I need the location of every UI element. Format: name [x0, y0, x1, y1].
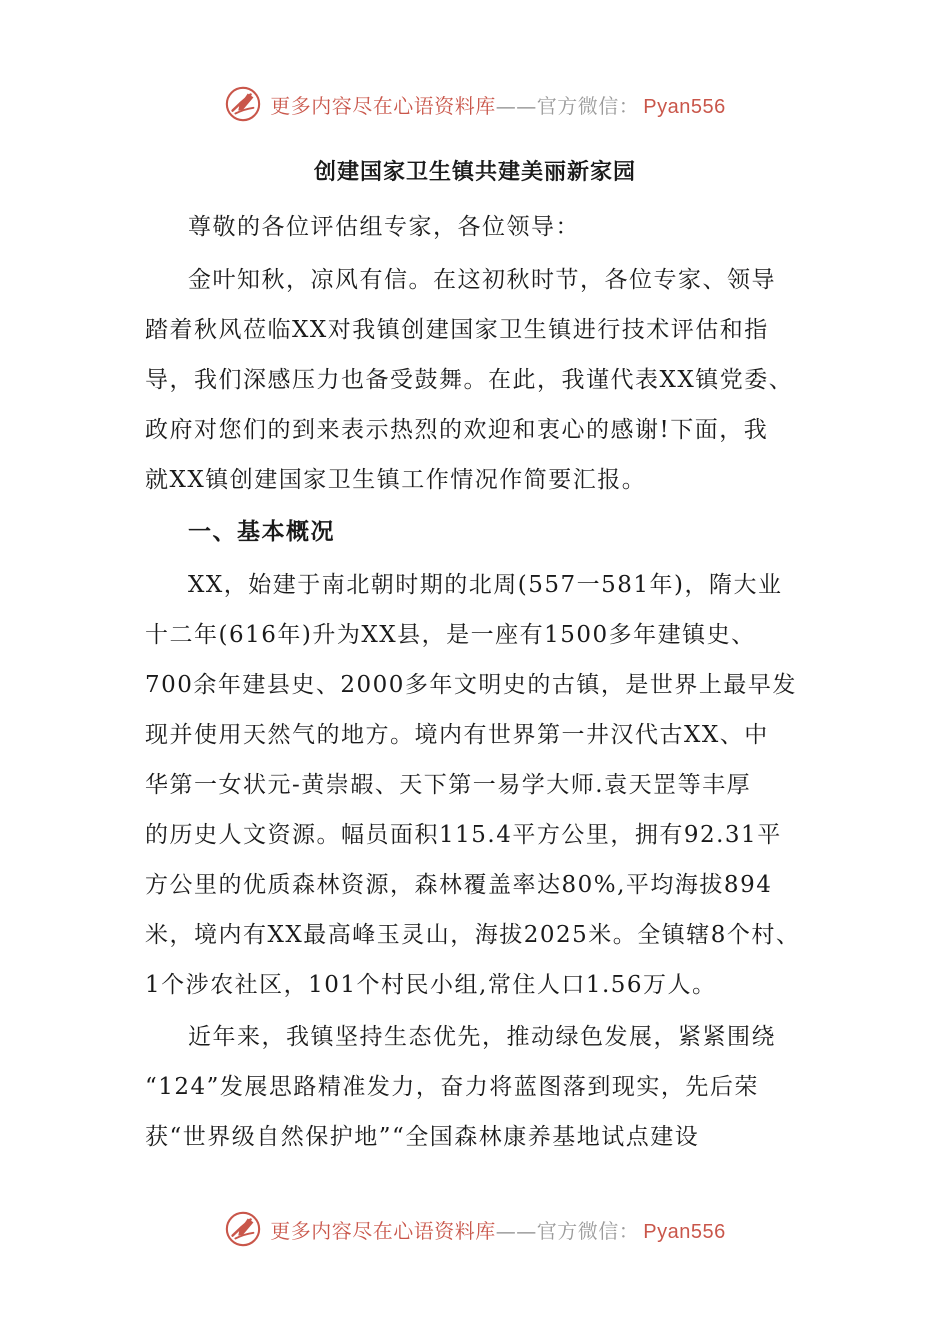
banner-main-text: 更多内容尽在心语资料库	[270, 1218, 496, 1243]
banner-wechat-id: Pyan556	[643, 1220, 726, 1243]
footer-banner-text	[270, 1215, 725, 1244]
paragraph-line: 1个涉农社区，101个村民小组,常住人口1.56万人。	[145, 972, 717, 998]
paragraph-line: 十二年(616年)升为XX县，是一座有1500多年建镇史、	[145, 622, 756, 648]
paragraph-line: 政府对您们的到来表示热烈的欢迎和衷心的感谢!下面，我	[145, 417, 769, 443]
paragraph-line: 就XX镇创建国家卫生镇工作情况作简要汇报。	[145, 467, 647, 493]
paragraph-line: 方公里的优质森林资源，森林覆盖率达80%,平均海拔894	[145, 872, 773, 898]
paragraph-line: 的历史人文资源。幅员面积115.4平方公里，拥有92.31平	[145, 822, 782, 848]
document-title: 创建国家卫生镇共建美丽新家园	[313, 159, 636, 185]
footer-banner	[0, 1207, 950, 1251]
paragraph-line: XX，始建于南北朝时期的北周(557一581年)，隋大业	[188, 572, 783, 598]
header-banner-text	[270, 90, 725, 119]
salutation-line: 尊敬的各位评估组专家，各位领导：	[188, 214, 580, 240]
pen-scroll-logo-icon	[224, 1210, 262, 1248]
paragraph-line: 近年来，我镇坚持生态优先，推动绿色发展，紧紧围绕	[188, 1024, 776, 1050]
section-heading: 一、基本概况	[188, 518, 335, 545]
paragraph-line: 华第一女状元-黄崇嘏、天下第一易学大师.袁天罡等丰厚	[145, 772, 752, 798]
paragraph-line: 现并使用天然气的地方。境内有世界第一井汉代古XX、中	[145, 722, 769, 748]
paragraph-line: 米，境内有XX最高峰玉灵山，海拔2025米。全镇辖8个村、	[145, 922, 801, 948]
header-banner	[0, 82, 950, 126]
paragraph-line: 金叶知秋，凉风有信。在这初秋时节，各位专家、领导	[188, 267, 776, 293]
paragraph-line: “124”发展思路精准发力，奋力将蓝图落到现实，先后荣	[145, 1074, 759, 1100]
banner-separator: ——	[495, 1218, 537, 1243]
paragraph-line: 获“世界级自然保护地”“全国森林康养基地试点建设	[145, 1124, 700, 1150]
paragraph-line: 700余年建县史、2000多年文明史的古镇，是世界上最早发	[145, 672, 797, 698]
banner-main-text: 更多内容尽在心语资料库	[270, 93, 496, 118]
banner-separator: ——	[495, 93, 537, 118]
paragraph-line: 导，我们深感压力也备受鼓舞。在此，我谨代表XX镇党委、	[145, 367, 794, 393]
pen-scroll-logo-icon	[224, 85, 262, 123]
banner-label: 官方微信：	[536, 1218, 640, 1243]
banner-label: 官方微信：	[536, 93, 640, 118]
banner-wechat-id: Pyan556	[643, 95, 726, 118]
paragraph-line: 踏着秋风莅临XX对我镇创建国家卫生镇进行技术评估和指	[145, 317, 769, 343]
